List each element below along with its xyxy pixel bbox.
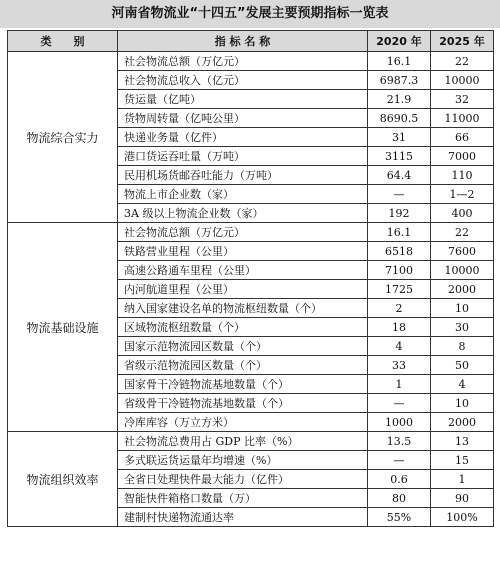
indicator-cell: 区域物流枢纽数量（个） xyxy=(118,318,368,337)
table-row xyxy=(8,432,494,451)
indicator-cell: 冷库库容（万立方米） xyxy=(118,413,368,432)
value-2020-cell: 64.4 xyxy=(368,166,431,185)
value-2020-cell: 21.9 xyxy=(368,90,431,109)
indicator-cell: 社会物流总额（万亿元） xyxy=(118,223,368,242)
category-cell: 物流组织效率 xyxy=(8,432,118,527)
indicator-cell: 港口货运吞吐量（万吨） xyxy=(118,147,368,166)
value-2025-cell: 13 xyxy=(431,432,494,451)
indicator-cell: 建制村快递物流通达率 xyxy=(118,508,368,527)
header-category: 类 别 xyxy=(8,31,118,52)
value-2020-cell: 8690.5 xyxy=(368,109,431,128)
indicator-cell: 物流上市企业数（家） xyxy=(118,185,368,204)
value-2025-cell: 110 xyxy=(431,166,494,185)
table-header xyxy=(8,31,494,52)
value-2020-cell: 2 xyxy=(368,299,431,318)
header-2025: 2025 年 xyxy=(431,31,494,52)
value-2020-cell: 16.1 xyxy=(368,52,431,71)
value-2020-cell: 1 xyxy=(368,375,431,394)
indicator-cell: 民用机场货邮吞吐能力（万吨） xyxy=(118,166,368,185)
indicator-cell: 智能快件箱格口数量（万） xyxy=(118,489,368,508)
value-2025-cell: 4 xyxy=(431,375,494,394)
header-2020: 2020 年 xyxy=(368,31,431,52)
value-2025-cell: 7600 xyxy=(431,242,494,261)
value-2020-cell: 6987.3 xyxy=(368,71,431,90)
value-2025-cell: 32 xyxy=(431,90,494,109)
indicator-cell: 全省日处理快件最大能力（亿件） xyxy=(118,470,368,489)
indicator-cell: 国家骨干冷链物流基地数量（个） xyxy=(118,375,368,394)
indicator-cell: 社会物流总费用占 GDP 比率（%） xyxy=(118,432,368,451)
value-2020-cell: — xyxy=(368,394,431,413)
value-2020-cell: — xyxy=(368,451,431,470)
indicator-cell: 快递业务量（亿件） xyxy=(118,128,368,147)
value-2025-cell: 100% xyxy=(431,508,494,527)
value-2025-cell: 22 xyxy=(431,223,494,242)
indicator-table xyxy=(7,30,494,527)
value-2025-cell: 1—2 xyxy=(431,185,494,204)
value-2020-cell: 80 xyxy=(368,489,431,508)
value-2020-cell: 33 xyxy=(368,356,431,375)
value-2020-cell: 192 xyxy=(368,204,431,223)
indicator-cell: 社会物流总额（万亿元） xyxy=(118,52,368,71)
header-indicator: 指 标 名 称 xyxy=(118,31,368,52)
value-2025-cell: 2000 xyxy=(431,280,494,299)
value-2025-cell: 90 xyxy=(431,489,494,508)
indicator-cell: 高速公路通车里程（公里） xyxy=(118,261,368,280)
indicator-cell: 社会物流总收入（亿元） xyxy=(118,71,368,90)
value-2025-cell: 8 xyxy=(431,337,494,356)
value-2025-cell: 10000 xyxy=(431,261,494,280)
table-body xyxy=(8,52,494,527)
indicator-cell: 省级骨干冷链物流基地数量（个） xyxy=(118,394,368,413)
value-2020-cell: 7100 xyxy=(368,261,431,280)
value-2020-cell: 16.1 xyxy=(368,223,431,242)
value-2025-cell: 10 xyxy=(431,299,494,318)
value-2025-cell: 1 xyxy=(431,470,494,489)
value-2020-cell: 1725 xyxy=(368,280,431,299)
value-2025-cell: 7000 xyxy=(431,147,494,166)
value-2020-cell: — xyxy=(368,185,431,204)
indicator-cell: 省级示范物流园区数量（个） xyxy=(118,356,368,375)
value-2020-cell: 13.5 xyxy=(368,432,431,451)
category-cell: 物流基础设施 xyxy=(8,223,118,432)
indicator-cell: 内河航道里程（公里） xyxy=(118,280,368,299)
value-2020-cell: 6518 xyxy=(368,242,431,261)
indicator-cell: 3A 级以上物流企业数（家） xyxy=(118,204,368,223)
table-title: 河南省物流业“十四五”发展主要预期指标一览表 xyxy=(0,0,500,28)
header-row xyxy=(8,31,494,52)
value-2020-cell: 3115 xyxy=(368,147,431,166)
value-2020-cell: 18 xyxy=(368,318,431,337)
value-2025-cell: 11000 xyxy=(431,109,494,128)
value-2025-cell: 15 xyxy=(431,451,494,470)
indicator-cell: 货物周转量（亿吨公里） xyxy=(118,109,368,128)
category-cell: 物流综合实力 xyxy=(8,52,118,223)
indicator-cell: 多式联运货运量年均增速（%） xyxy=(118,451,368,470)
value-2025-cell: 400 xyxy=(431,204,494,223)
indicator-cell: 纳入国家建设名单的物流枢纽数量（个） xyxy=(118,299,368,318)
value-2020-cell: 1000 xyxy=(368,413,431,432)
value-2025-cell: 50 xyxy=(431,356,494,375)
indicator-cell: 铁路营业里程（公里） xyxy=(118,242,368,261)
table-row xyxy=(8,52,494,71)
value-2025-cell: 22 xyxy=(431,52,494,71)
value-2020-cell: 4 xyxy=(368,337,431,356)
value-2025-cell: 10 xyxy=(431,394,494,413)
value-2025-cell: 2000 xyxy=(431,413,494,432)
value-2025-cell: 30 xyxy=(431,318,494,337)
table-row xyxy=(8,223,494,242)
value-2020-cell: 0.6 xyxy=(368,470,431,489)
value-2020-cell: 31 xyxy=(368,128,431,147)
value-2020-cell: 55% xyxy=(368,508,431,527)
indicator-cell: 国家示范物流园区数量（个） xyxy=(118,337,368,356)
value-2025-cell: 10000 xyxy=(431,71,494,90)
indicator-cell: 货运量（亿吨） xyxy=(118,90,368,109)
value-2025-cell: 66 xyxy=(431,128,494,147)
